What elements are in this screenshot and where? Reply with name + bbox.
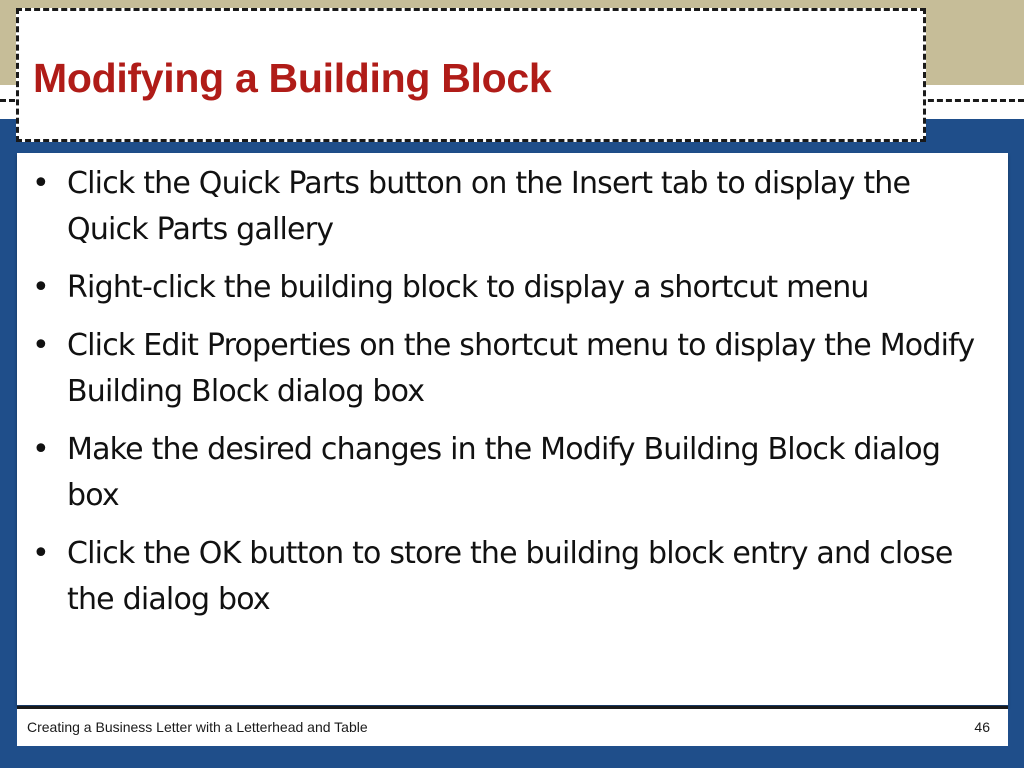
bullet-list: [26, 161, 996, 635]
bullet-item: [26, 323, 996, 415]
bullet-text: Click the OK button to store the building block entry and close the dialog box: [67, 536, 953, 617]
slide-title: Modifying a Building Block: [33, 55, 552, 101]
page-number: 46: [974, 719, 990, 735]
footer-text: Creating a Business Letter with a Letterhead and Table: [27, 719, 368, 735]
bullet-dot-icon: •: [32, 166, 49, 201]
bullet-dot-icon: •: [32, 270, 49, 305]
bullet-dot-icon: •: [32, 432, 49, 467]
bullet-text: Click the Quick Parts button on the Insert tab to display the Quick Parts gallery: [67, 166, 911, 247]
bullet-text: Make the desired changes in the Modify Building Block dialog box: [67, 432, 941, 513]
bullet-text: Right-click the building block to display a shortcut menu: [67, 270, 869, 305]
slide-footer: [17, 706, 1008, 746]
content-panel: [17, 153, 1008, 705]
bullet-dot-icon: •: [32, 536, 49, 571]
bullet-item: [26, 265, 996, 311]
title-placeholder: [16, 8, 926, 142]
bullet-text: Click Edit Properties on the shortcut menu to display the Modify Building Block dialog box: [67, 328, 975, 409]
bullet-dot-icon: •: [32, 328, 49, 363]
bullet-item: [26, 427, 996, 519]
bullet-item: [26, 531, 996, 623]
bullet-item: [26, 161, 996, 253]
